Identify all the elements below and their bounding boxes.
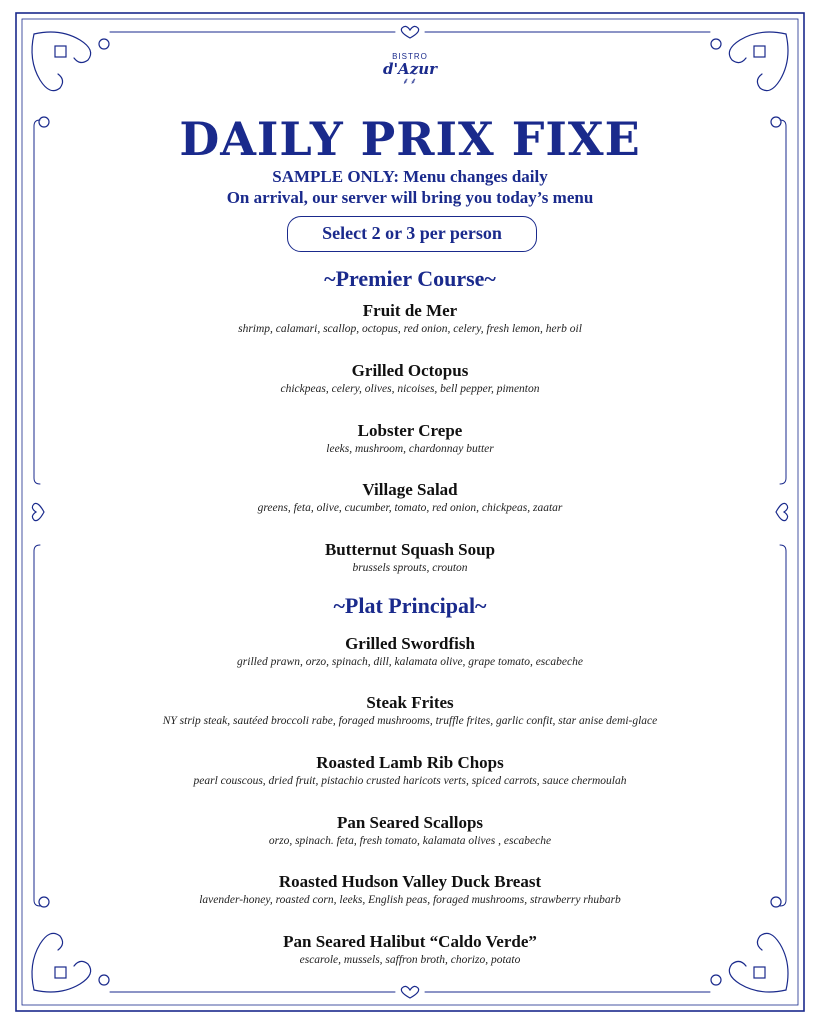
- menu-item-name: Grilled Swordfish: [345, 634, 475, 653]
- menu-item: [60, 753, 760, 789]
- menu-item-name: Grilled Octopus: [351, 361, 469, 380]
- selection-badge: Select 2 or 3 per person: [287, 216, 537, 252]
- premier-course-heading: ~Premier Course~: [324, 266, 496, 291]
- menu-item-name: Pan Seared Scallops: [336, 813, 484, 832]
- menu-item-name: Roasted Lamb Rib Chops: [316, 753, 504, 772]
- menu-item-description: escarole, mussels, saffron broth, chorizo, potato: [299, 954, 521, 966]
- menu-item: [60, 480, 760, 516]
- menu-item: [60, 813, 760, 849]
- menu-item-description: grilled prawn, orzo, spinach, dill, kalamata olive, grape tomato, escabeche: [237, 656, 583, 668]
- logo-top-text: BISTRO: [392, 52, 428, 61]
- arrival-notice: On arrival, our server will bring you today’s menu: [226, 188, 594, 207]
- menu-item-description: shrimp, calamari, scallop, octopus, red onion, celery, fresh lemon, herb oil: [238, 323, 582, 335]
- menu-item-name: Fruit de Mer: [362, 301, 458, 320]
- menu-item: [60, 932, 760, 968]
- menu-item-description: lavender-honey, roasted corn, leeks, English peas, foraged mushrooms, strawberry rhubarb: [199, 894, 621, 906]
- menu-item-description: brussels sprouts, crouton: [352, 562, 468, 574]
- menu-item-description: pearl couscous, dried fruit, pistachio crusted haricots verts, spiced carrots, sauce chermoulah: [193, 775, 627, 787]
- menu-item-description: orzo, spinach. feta, fresh tomato, kalamata olives , escabeche: [268, 835, 552, 847]
- leaf-icon: ⸙⸙: [402, 77, 418, 87]
- menu-item: [60, 301, 760, 337]
- menu-item-description: chickpeas, celery, olives, nicoises, bell pepper, pimenton: [280, 383, 540, 395]
- menu-item: [60, 872, 760, 908]
- bistro-logo: [375, 52, 445, 87]
- sample-notice: SAMPLE ONLY: Menu changes daily: [272, 167, 548, 186]
- menu-item-name: Lobster Crepe: [357, 421, 463, 440]
- menu-item-description: leeks, mushroom, chardonnay butter: [326, 443, 494, 455]
- menu-item-name: Roasted Hudson Valley Duck Breast: [278, 872, 542, 891]
- menu-item-name: Pan Seared Halibut “Caldo Verde”: [283, 932, 537, 951]
- menu-item: [60, 693, 760, 729]
- menu-item-name: Village Salad: [362, 480, 458, 499]
- menu-item-description: NY strip steak, sautéed broccoli rabe, foraged mushrooms, truffle frites, garlic confit, star anise demi-glace: [162, 715, 658, 727]
- plat-principal-heading: ~Plat Principal~: [333, 593, 487, 618]
- menu-item: [60, 361, 760, 397]
- menu-item-description: greens, feta, olive, cucumber, tomato, red onion, chickpeas, zaatar: [257, 502, 563, 514]
- menu-item: [60, 540, 760, 576]
- menu-item: [60, 421, 760, 457]
- page-title: DAILY PRIX FIXE: [179, 112, 641, 166]
- logo-script-text: d'Azur: [382, 60, 438, 78]
- menu-item-name: Butternut Squash Soup: [324, 540, 496, 559]
- menu-item-name: Steak Frites: [366, 693, 454, 712]
- menu-item: [60, 634, 760, 670]
